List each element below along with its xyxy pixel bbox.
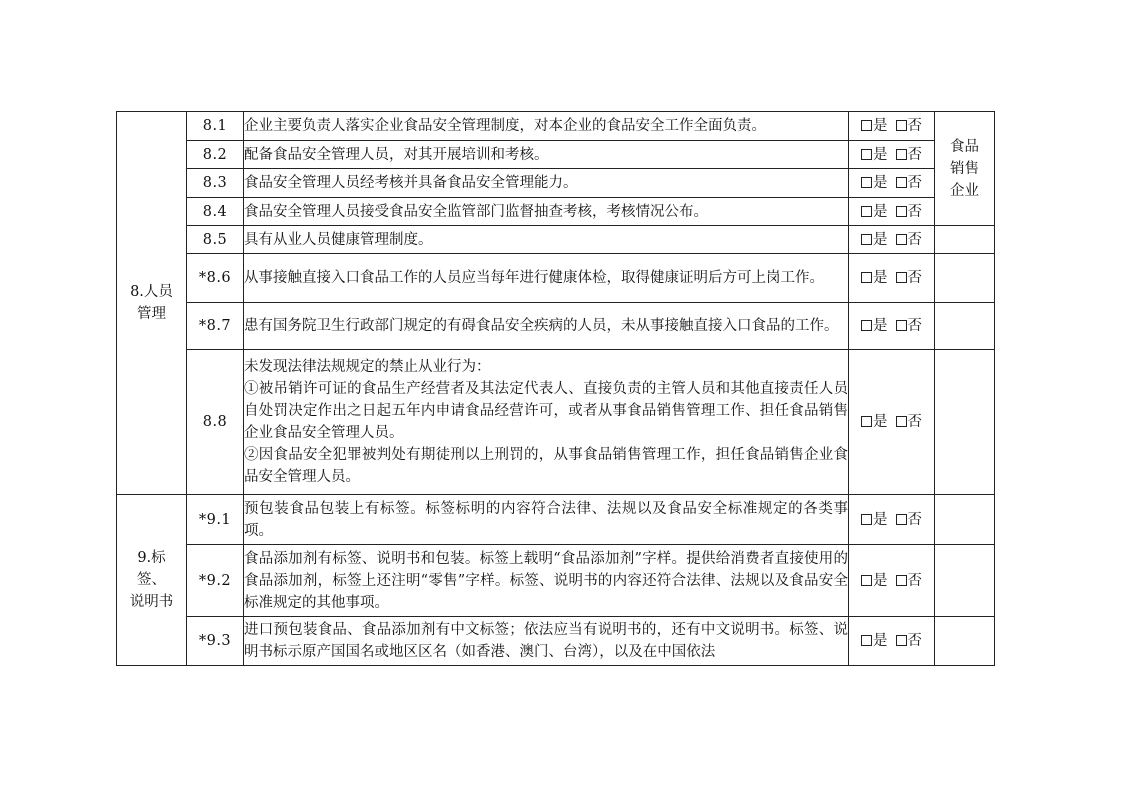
yes-option[interactable]: 是 xyxy=(861,147,888,163)
yes-option[interactable]: 是 xyxy=(861,175,888,191)
category-cell-labels: 9.标 签、 说明书 xyxy=(117,495,187,666)
no-option[interactable]: 否 xyxy=(896,512,923,528)
table-row xyxy=(117,169,995,198)
scope-cell-empty xyxy=(935,226,995,254)
table-row xyxy=(117,141,995,169)
table-row xyxy=(117,545,995,617)
scope-cell-empty xyxy=(935,254,995,303)
item-code: 8.8 xyxy=(187,350,244,495)
checkbox-icon[interactable] xyxy=(861,575,872,586)
checkbox-icon[interactable] xyxy=(896,416,907,427)
item-code: *8.7 xyxy=(187,303,244,350)
checkbox-icon[interactable] xyxy=(896,514,907,525)
item-content: 未发现法律法规规定的禁止从业行为： ①被吊销许可证的食品生产经营者及其法定代表人、直接负责的主管人员和其他直接责任人员自处罚决定作出之日起五年内申请食品经营许可，或者从事食品销售管理工作、担任食品销售企业食品安全管理人员。 ②因食品安全犯罪被判处有期徒刑以上刑罚的，从事食品销售管理工作，担任食品销售企业食品安全管理人员。 xyxy=(244,350,849,495)
item-content: 食品添加剂有标签、说明书和包装。标签上载明“食品添加剂”字样。提供给消费者直接使用的食品添加剂，标签上还注明“零售”字样。标签、说明书的内容还符合法律、法规以及食品安全标准规定的其他事项。 xyxy=(244,545,849,617)
checkbox-icon[interactable] xyxy=(896,234,907,245)
no-option[interactable]: 否 xyxy=(896,414,923,430)
checkbox-icon[interactable] xyxy=(861,120,872,131)
item-content: 患有国务院卫生行政部门规定的有碍食品安全疾病的人员，未从事接触直接入口食品的工作。 xyxy=(244,303,849,350)
table-row xyxy=(117,303,995,350)
checkbox-icon[interactable] xyxy=(896,635,907,646)
yes-no-checkboxes xyxy=(849,254,935,303)
yes-no-checkboxes xyxy=(849,226,935,254)
item-code: 8.4 xyxy=(187,198,244,226)
checkbox-icon[interactable] xyxy=(861,416,872,427)
category-cell-personnel: 8.人员 管理 xyxy=(117,112,187,495)
checkbox-icon[interactable] xyxy=(896,149,907,160)
yes-option[interactable]: 是 xyxy=(861,573,888,589)
checkbox-icon[interactable] xyxy=(896,177,907,188)
table-row xyxy=(117,617,995,666)
yes-option[interactable]: 是 xyxy=(861,204,888,220)
no-option[interactable]: 否 xyxy=(896,270,923,286)
checkbox-icon[interactable] xyxy=(896,206,907,217)
yes-option[interactable]: 是 xyxy=(861,270,888,286)
checkbox-icon[interactable] xyxy=(896,272,907,283)
no-option[interactable]: 否 xyxy=(896,175,923,191)
yes-no-checkboxes xyxy=(849,141,935,169)
checkbox-icon[interactable] xyxy=(861,320,872,331)
item-content: 配备食品安全管理人员，对其开展培训和考核。 xyxy=(244,141,849,169)
checkbox-icon[interactable] xyxy=(861,514,872,525)
checkbox-icon[interactable] xyxy=(861,149,872,160)
item-code: *9.2 xyxy=(187,545,244,617)
item-content: 食品安全管理人员经考核并具备食品安全管理能力。 xyxy=(244,169,849,198)
yes-option[interactable]: 是 xyxy=(861,633,888,649)
table-row xyxy=(117,350,995,495)
item-code: 8.3 xyxy=(187,169,244,198)
item-content: 企业主要负责人落实企业食品安全管理制度，对本企业的食品安全工作全面负责。 xyxy=(244,112,849,141)
yes-no-checkboxes xyxy=(849,303,935,350)
checkbox-icon[interactable] xyxy=(861,635,872,646)
no-option[interactable]: 否 xyxy=(896,147,923,163)
table-row xyxy=(117,495,995,545)
no-option[interactable]: 否 xyxy=(896,232,923,248)
checkbox-icon[interactable] xyxy=(861,177,872,188)
yes-no-checkboxes xyxy=(849,545,935,617)
table-row xyxy=(117,226,995,254)
scope-cell: 食品 销售 企业 xyxy=(935,112,995,226)
table-row xyxy=(117,254,995,303)
checkbox-icon[interactable] xyxy=(896,120,907,131)
item-content: 食品安全管理人员接受食品安全监管部门监督抽查考核，考核情况公布。 xyxy=(244,198,849,226)
yes-option[interactable]: 是 xyxy=(861,512,888,528)
yes-no-checkboxes xyxy=(849,350,935,495)
checkbox-icon[interactable] xyxy=(861,234,872,245)
no-option[interactable]: 否 xyxy=(896,573,923,589)
table-row xyxy=(117,112,995,141)
no-option[interactable]: 否 xyxy=(896,204,923,220)
scope-cell-empty xyxy=(935,617,995,666)
yes-no-checkboxes xyxy=(849,198,935,226)
inspection-checklist-table xyxy=(116,111,995,666)
scope-cell-empty xyxy=(935,545,995,617)
yes-option[interactable]: 是 xyxy=(861,118,888,134)
yes-no-checkboxes xyxy=(849,495,935,545)
scope-cell-empty xyxy=(935,303,995,350)
no-option[interactable]: 否 xyxy=(896,118,923,134)
yes-no-checkboxes xyxy=(849,112,935,141)
yes-option[interactable]: 是 xyxy=(861,232,888,248)
item-content: 进口预包装食品、食品添加剂有中文标签；依法应当有说明书的，还有中文说明书。标签、说明书标示原产国国名或地区区名（如香港、澳门、台湾），以及在中国依法 xyxy=(244,617,849,666)
checkbox-icon[interactable] xyxy=(861,272,872,283)
item-content: 预包装食品包装上有标签。标签标明的内容符合法律、法规以及食品安全标准规定的各类事项。 xyxy=(244,495,849,545)
item-content: 具有从业人员健康管理制度。 xyxy=(244,226,849,254)
item-code: 8.1 xyxy=(187,112,244,141)
item-content: 从事接触直接入口食品工作的人员应当每年进行健康体检，取得健康证明后方可上岗工作。 xyxy=(244,254,849,303)
checkbox-icon[interactable] xyxy=(896,320,907,331)
scope-cell-empty xyxy=(935,350,995,495)
no-option[interactable]: 否 xyxy=(896,318,923,334)
table-row xyxy=(117,198,995,226)
checkbox-icon[interactable] xyxy=(861,206,872,217)
item-code: 8.5 xyxy=(187,226,244,254)
no-option[interactable]: 否 xyxy=(896,633,923,649)
item-code: 8.2 xyxy=(187,141,244,169)
item-code: *9.1 xyxy=(187,495,244,545)
scope-cell-empty xyxy=(935,495,995,545)
yes-no-checkboxes xyxy=(849,617,935,666)
yes-no-checkboxes xyxy=(849,169,935,198)
yes-option[interactable]: 是 xyxy=(861,318,888,334)
checkbox-icon[interactable] xyxy=(896,575,907,586)
yes-option[interactable]: 是 xyxy=(861,414,888,430)
item-code: *8.6 xyxy=(187,254,244,303)
item-code: *9.3 xyxy=(187,617,244,666)
